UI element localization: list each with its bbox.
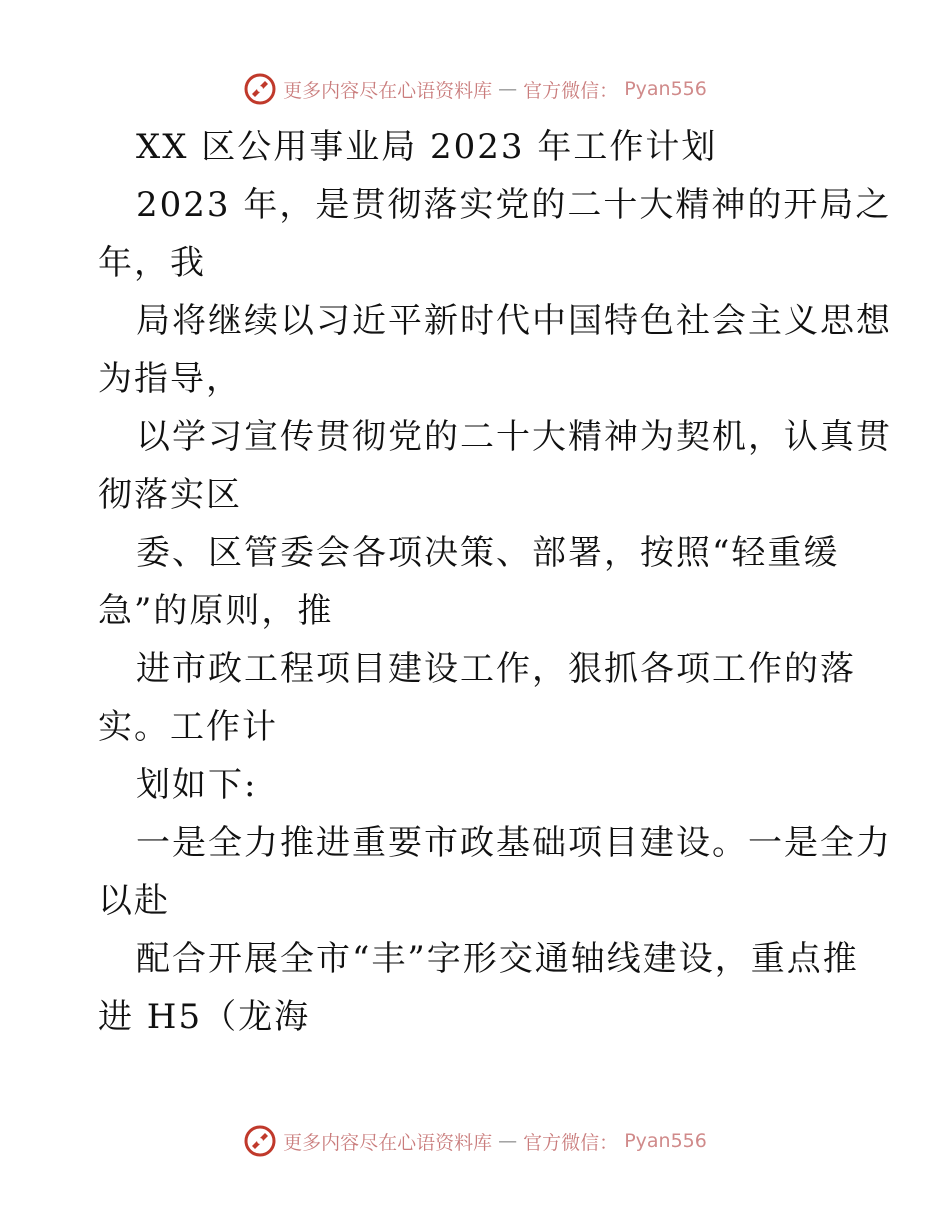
paragraph-line: 实。工作计: [98, 707, 278, 747]
brush-logo-icon: [243, 72, 277, 106]
paragraph-line: 年，我: [98, 243, 206, 283]
paragraph-line: 急”的原则，推: [98, 591, 334, 631]
watermark-text: 更多内容尽在心语资料库: [283, 79, 493, 102]
paragraph-line: 彻落实区: [98, 475, 242, 515]
watermark-header: [0, 72, 950, 106]
paragraph-line: 局将继续以习近平新时代中国特色社会主义思想: [136, 301, 892, 341]
document-body: [98, 118, 892, 1046]
watermark-separator: —: [498, 78, 518, 100]
watermark-footer: [0, 1124, 950, 1158]
paragraph-line: 一是全力推进重要市政基础项目建设。一是全力: [136, 823, 892, 863]
brush-logo-icon: [243, 1124, 277, 1158]
paragraph-line: 划如下:: [136, 765, 258, 805]
watermark-separator: —: [498, 1130, 518, 1152]
paragraph-line: 进市政工程项目建设工作，狠抓各项工作的落: [136, 649, 856, 689]
paragraph-line: 2023 年，是贯彻落实党的二十大精神的开局之: [136, 185, 892, 225]
document-title: XX 区公用事业局 2023 年工作计划: [136, 127, 718, 167]
watermark-id: Pyan556: [624, 1130, 707, 1152]
watermark-text: 更多内容尽在心语资料库: [283, 1131, 493, 1154]
watermark-id: Pyan556: [624, 78, 707, 100]
paragraph-line: 以学习宣传贯彻党的二十大精神为契机，认真贯: [136, 417, 892, 457]
watermark-label: 官方微信：: [523, 1131, 619, 1154]
paragraph-line: 进 H5（龙海: [98, 997, 311, 1037]
watermark-label: 官方微信：: [523, 79, 619, 102]
paragraph-line: 为指导，: [98, 359, 242, 399]
paragraph-line: 以赴: [98, 881, 170, 921]
paragraph-line: 委、区管委会各项决策、部署，按照“轻重缓: [136, 533, 840, 573]
paragraph-line: 配合开展全市“丰”字形交通轴线建设，重点推: [136, 939, 859, 979]
